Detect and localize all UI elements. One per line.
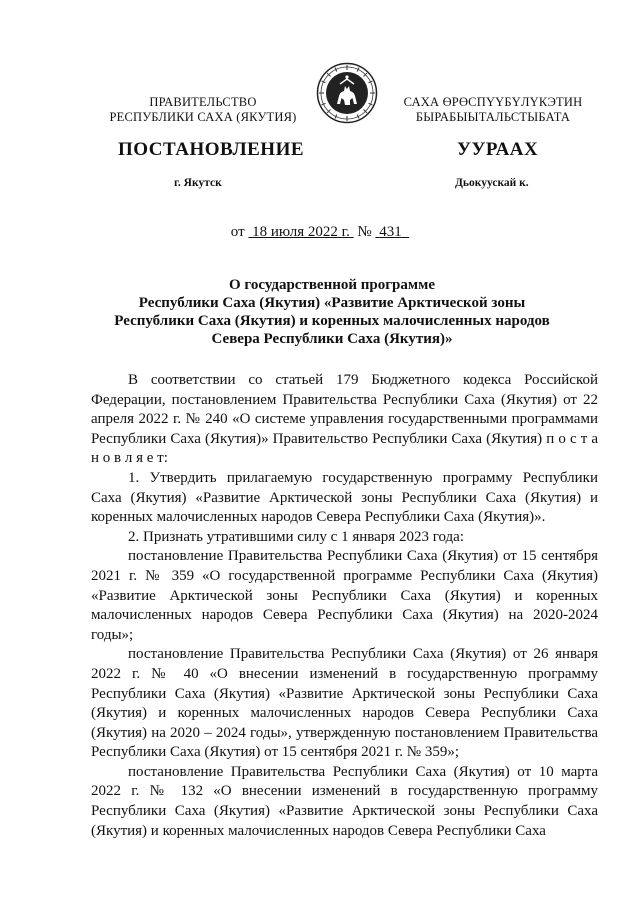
date-line <box>0 224 640 241</box>
header-left-block <box>96 95 310 125</box>
doc-type-sah: УУРААХ <box>457 139 539 160</box>
title-line-4: Севера Республики Саха (Якутия)» <box>211 331 453 347</box>
title-line-1: О государственной программе <box>229 277 435 293</box>
paragraph-item-1: 1. Утвердить прилагаемую государственную программу Республики Саха (Якутия) «Развитие Арктической зоны Республики Саха (Якутия) и коренных малочисленных народов Севера Республики Саха (Якутия)». <box>91 469 598 526</box>
date-prefix: от <box>230 224 245 240</box>
government-ru-line1: ПРАВИТЕЛЬСТВО <box>149 95 257 109</box>
paragraph-repealed-1: постановление Правительства Республики Саха (Якутия) от 15 сентября 2021 г. № 359 «О государственной программе Республики Саха (Якутия) «Развитие Арктической зоны Республики Саха (Якутия) и коренных малочисленных народов Севера Республики Саха (Якутия) на 2020-2024 годы»; <box>91 548 598 643</box>
number-label: № <box>357 224 372 240</box>
document-title <box>90 276 574 348</box>
paragraph-repealed-2: постановление Правительства Республики Саха (Якутия) от 26 января 2022 г. № 40 «О внесении изменений в государственную программу Республики Саха (Якутия) «Развитие Арктической зоны Республики Саха (Якутия) и коренных малочисленных народов Севера Республики Саха (Якутия) на 2020 – 2024 годы», утвержденную постановлением Правительства Республики Саха (Якутия) от 15 сентября 2021 г. № 359»; <box>91 646 598 761</box>
city-sah: Дьокуускай к. <box>455 177 529 189</box>
document-number: 431 <box>379 224 402 240</box>
paragraph-item-2: 2. Признать утратившими силу с 1 января 2023 года: <box>128 528 464 545</box>
title-line-3: Республики Саха (Якутия) и коренных малочисленных народов <box>114 313 550 329</box>
city-ru: г. Якутск <box>174 177 222 189</box>
document-body <box>91 371 598 841</box>
header-right-block <box>384 95 602 125</box>
document-date: 18 июля 2022 г. <box>252 224 350 240</box>
government-ru-line2: РЕСПУБЛИКИ САХА (ЯКУТИЯ) <box>109 110 297 124</box>
paragraph-preamble: В соответствии со статьей 179 Бюджетного кодекса Российской Федерации, постановлением Правительства Республики Саха (Якутия) от 22 апреля 2022 г. № 240 «О системе управления государственными программами Республики Саха (Якутия)» Правительство Республики Саха (Якутия) п о с т а н о в л я е т: <box>91 372 598 467</box>
coat-of-arms-icon <box>316 62 378 124</box>
government-sah-line2: БЫРАБЫЫТАЛЬСТЫБАТА <box>415 110 571 124</box>
government-sah-line1: САХА ӨРӨСПҮҮБҮЛҮКЭТИН <box>403 95 583 109</box>
paragraph-repealed-3: постановление Правительства Республики Саха (Якутия) от 10 марта 2022 г. № 132 «О внесении изменений в государственную программу Республики Саха (Якутия) «Развитие Арктической зоны Республики Саха (Якутия) и коренных малочисленных народов Севера Республики Саха <box>91 763 598 839</box>
doc-type-ru: ПОСТАНОВЛЕНИЕ <box>118 139 305 160</box>
title-line-2: Республики Саха (Якутия) «Развитие Арктической зоны <box>138 295 526 311</box>
